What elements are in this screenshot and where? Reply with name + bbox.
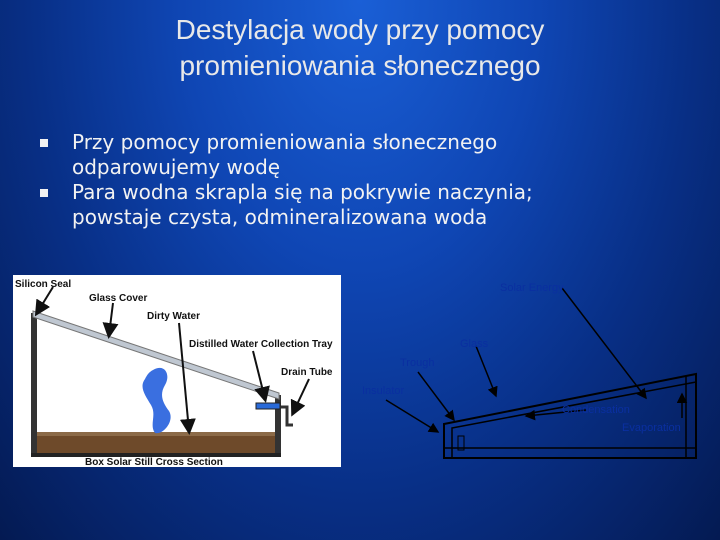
label-glass: Glass — [460, 338, 489, 350]
label-box-caption: Box Solar Still Cross Section — [85, 457, 223, 467]
glass-cover-arrow — [109, 303, 113, 335]
bullet-1-line-2: odparowujemy wodę — [72, 155, 281, 179]
drain-tube-arrow — [293, 379, 309, 413]
bullet-1-line-1: Przy pomocy promieniowania słonecznego — [72, 130, 498, 154]
vapor-plume — [143, 368, 171, 433]
bullet-item-1 — [40, 130, 700, 180]
label-drain-tube: Drain Tube — [281, 367, 333, 378]
bullet-item-2 — [40, 180, 700, 230]
square-bullet-icon — [40, 139, 48, 147]
bullet-2-line-1: Para wodna skrapla się na pokrywie naczynia; — [72, 180, 533, 204]
label-insulator: Insulator — [362, 385, 405, 397]
solar-energy-arrow — [562, 288, 646, 398]
label-trough: Trough — [400, 357, 435, 369]
trough-arrow — [418, 372, 454, 420]
label-solar-energy: Solar Energy — [500, 282, 564, 294]
box-left-wall — [31, 313, 37, 453]
box-solar-still-svg — [13, 275, 341, 467]
title-line-2: promieniowania słonecznego — [179, 50, 541, 81]
trough-solar-still-svg — [356, 276, 714, 466]
slide-title — [0, 12, 720, 84]
dirty-water — [37, 435, 275, 453]
label-collection-tray: Distilled Water Collection Tray — [189, 339, 333, 350]
label-evaporation: Evaporation — [622, 422, 681, 434]
glass-arrow — [476, 346, 496, 396]
label-dirty-water: Dirty Water — [147, 311, 200, 322]
dirty-water-arrow — [179, 323, 189, 431]
square-bullet-icon — [40, 189, 48, 197]
silicon-seal-arrow — [37, 287, 53, 313]
trough-solar-still-diagram — [356, 276, 714, 466]
label-silicon-seal: Silicon Seal — [15, 279, 72, 290]
title-line-1: Destylacja wody przy pomocy — [175, 14, 545, 45]
box-solar-still-diagram — [13, 275, 341, 467]
insulator-arrow — [386, 400, 438, 432]
glass-panel — [452, 382, 696, 458]
drain-tube — [281, 407, 293, 425]
bullet-2-line-2: powstaje czysta, odmineralizowana woda — [72, 205, 488, 229]
label-condensation: Condensation — [562, 404, 630, 416]
bullet-list — [40, 130, 700, 230]
trough-outline — [444, 374, 696, 458]
collection-tray — [256, 403, 280, 409]
label-glass-cover: Glass Cover — [89, 293, 148, 304]
